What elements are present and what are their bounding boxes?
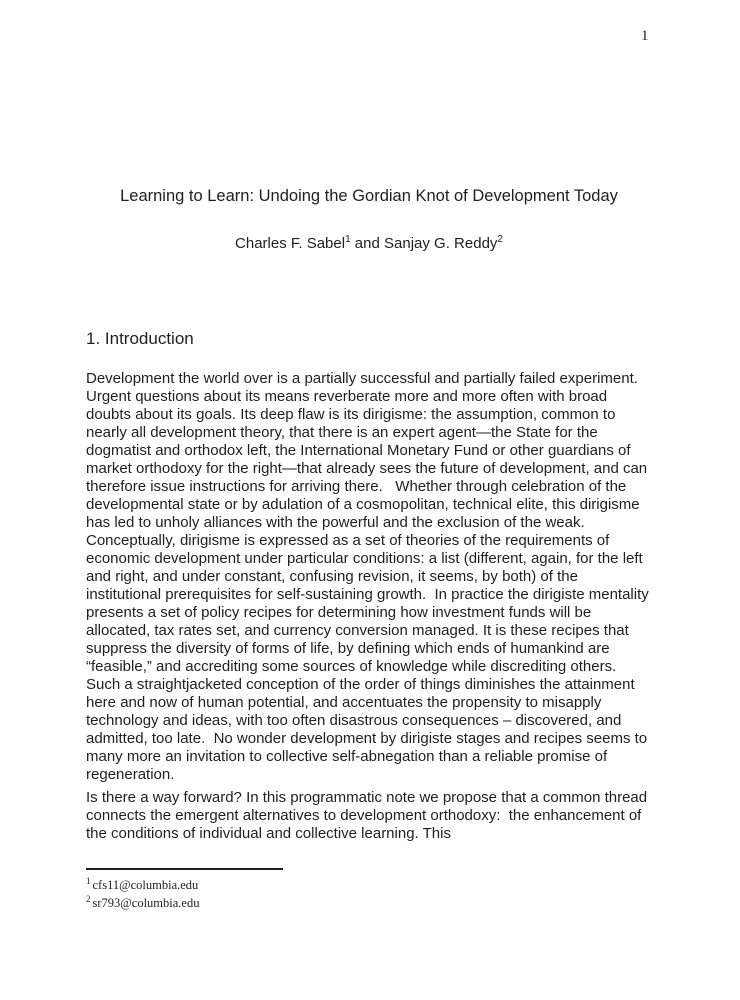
footnote-2 [86,894,199,912]
author-line [85,235,653,253]
footnote-2-text: sr793@columbia.edu [92,896,200,910]
footnote-1 [86,876,199,894]
paper-title: Learning to Learn: Undoing the Gordian Knot of Development Today [120,187,618,205]
footnotes [86,876,199,912]
author-1-footnote-ref: 1 [345,234,351,245]
footnote-1-text: cfs11@columbia.edu [92,878,199,892]
author-2-footnote-ref: 2 [497,234,503,245]
footnote-2-ref: 2 [86,893,91,904]
page-number: 1 [641,28,649,44]
author-1-name: Charles F. Sabel [235,235,346,252]
paragraph-2: Is there a way forward? In this programmatic note we propose that a common thread connects the emergent alternatives to development orthodoxy: the enhancement of the conditions of individual and collective learning. This [86,789,652,842]
footnote-1-ref: 1 [86,875,91,886]
section-heading-introduction: 1. Introduction [86,329,194,348]
footnote-separator-rule [86,868,283,870]
author-connector: and [350,235,385,252]
paragraph-1: Development the world over is a partially successful and partially failed experiment. Urgent questions about its means reverberate more and more often with broad doubts about its goals. Its deep flaw is its dirigisme: the assumption, common to nearly all development theory, that there is an expert agent—the State for the dogmatist and orthodox left, the International Monetary Fund or other guardians of market orthodoxy for the right—that already sees the future of development, and can therefore issue instructions for arriving there. Whether through celebration of the developmental state or by adulation of a cosmopolitan, technical elite, this dirigisme has led to unholy alliances with the powerful and the exclusion of the weak. Conceptually, dirigisme is expressed as a set of theories of the requirements of economic development under particular conditions: a list (different, again, for the left and right, and under constant, confusing revision, it seems, by both) of the institutional prerequisites for self-sustaining growth. In practice the dirigiste mentality presents a set of policy recipes for determining how investment funds will be allocated, tax rates set, and currency conversion managed. It is these recipes that suppress the diversity of forms of life, by defining which ends of humankind are “feasible,” and accrediting some sources of knowledge while discrediting others. Such a straightjacketed conception of the order of things diminishes the attainment here and now of human potential, and accentuates the propensity to misapply technology and ideas, with too often disastrous consequences – discovered, and admitted, too late. No wonder development by dirigiste stages and recipes seems to many more an invitation to collective self-abnegation than a reliable promise of regeneration. [86,370,653,783]
author-2-name: Sanjay G. Reddy [384,235,498,252]
